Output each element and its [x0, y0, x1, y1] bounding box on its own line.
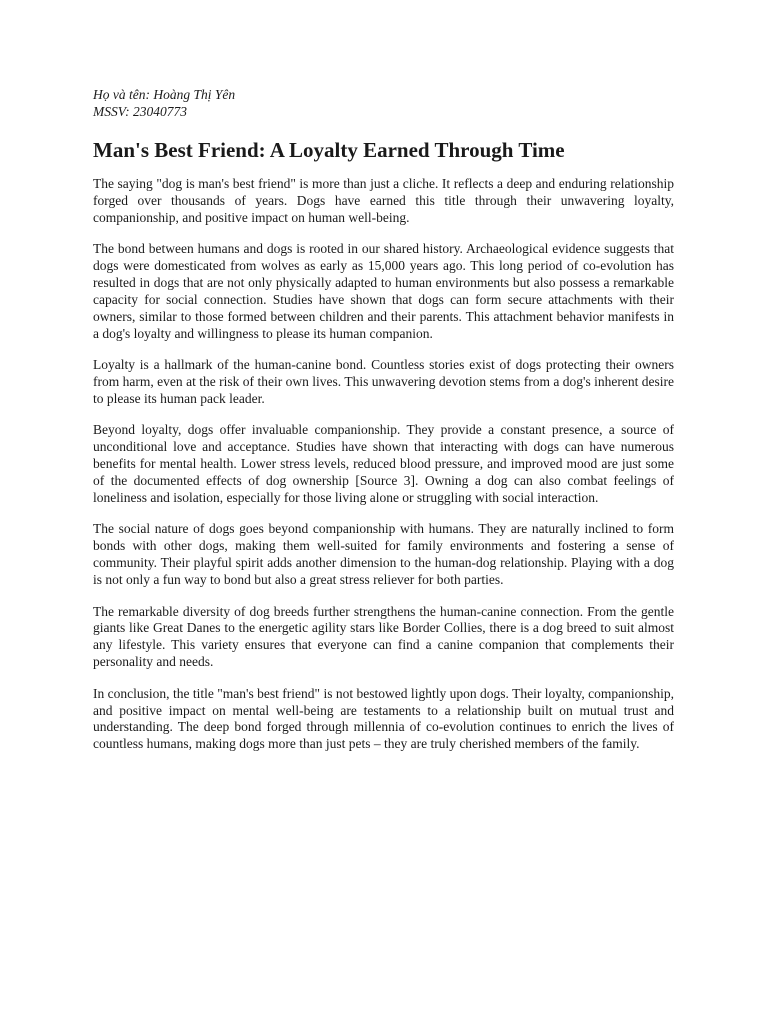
student-name: Họ và tên: Hoàng Thị Yên: [93, 87, 236, 102]
paragraph-breed-diversity: The remarkable diversity of dog breeds further strengthens the human-canine connection. From the gentle giants like Great Danes to the energetic agility stars like Border Collies, there is a dog breed to suit almost any lifestyle. This variety ensures that everyone can find a canine companion that complements their personality and needs.: [93, 603, 674, 670]
student-id: MSSV: 23040773: [93, 104, 187, 119]
paragraph-history: The bond between humans and dogs is rooted in our shared history. Archaeological evidence suggests that dogs were domesticated from wolves as early as 15,000 years ago. This long period of co-evolution has resulted in dogs that are not only physically adapted to human environments but also possess a remarkable capacity for social connection. Studies have shown that dogs can form secure attachments with their owners, similar to those formed between children and their parents. This attachment behavior manifests in a dog's loyalty and willingness to please its human companion.: [93, 241, 674, 341]
paragraph-companionship: Beyond loyalty, dogs offer invaluable companionship. They provide a constant presence, a source of unconditional love and acceptance. Studies have shown that interacting with dogs can have numerous benefits for mental health. Lower stress levels, reduced blood pressure, and improved mood are just some of the documented effects of dog ownership [Source 3]. Owning a dog can also combat feelings of loneliness and isolation, especially for those living alone or struggling with social interaction.: [93, 422, 674, 505]
paragraph-conclusion: In conclusion, the title "man's best friend" is not bestowed lightly upon dogs. Their loyalty, companionship, and positive impact on mental well-being are testaments to a relationship built on mutual trust and understanding. The deep bond forged through millennia of co-evolution continues to enrich the lives of countless humans, making dogs more than just pets – they are truly cherished members of the family.: [93, 685, 674, 752]
paragraph-loyalty: Loyalty is a hallmark of the human-canine bond. Countless stories exist of dogs protecting their owners from harm, even at the risk of their own lives. This unwavering devotion stems from a dog's inherent desire to please its human pack leader.: [93, 357, 674, 406]
paragraph-intro: The saying "dog is man's best friend" is more than just a cliche. It reflects a deep and enduring relationship forged over thousands of years. Dogs have earned this title through their unwavering loyalty, companionship, and positive impact on human well-being.: [93, 176, 674, 225]
paragraph-social-nature: The social nature of dogs goes beyond companionship with humans. They are naturally inclined to form bonds with other dogs, making them well-suited for family environments and fostering a sense of community. Their playful spirit adds another dimension to the human-dog relationship. Playing with a dog is not only a fun way to bond but also a great stress reliever for both parties.: [93, 521, 674, 588]
document-page: [93, 86, 674, 768]
document-title: Man's Best Friend: A Loyalty Earned Through Time: [93, 138, 565, 162]
